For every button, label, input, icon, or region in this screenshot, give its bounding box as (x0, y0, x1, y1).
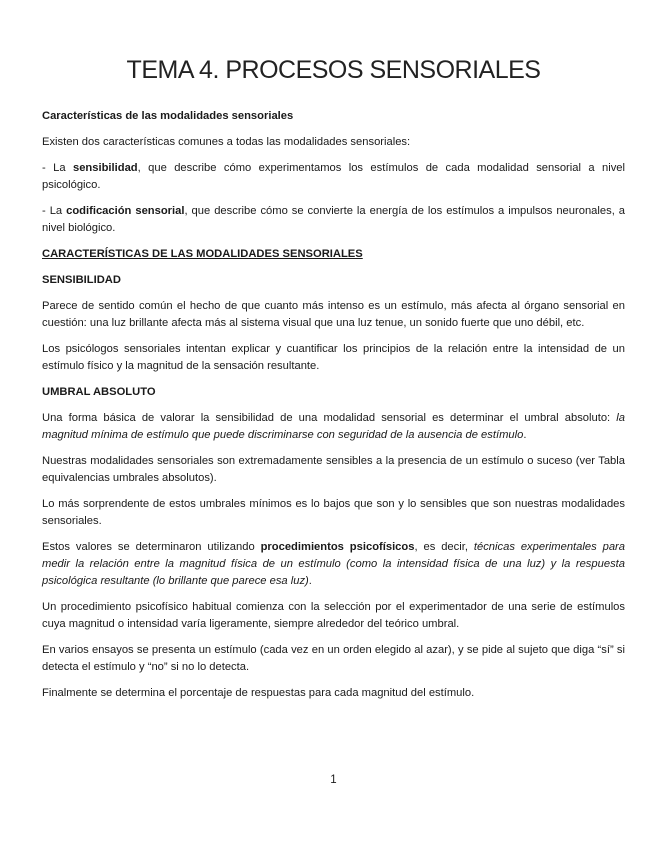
valores-definition: técnicas experimentales para medir la relación entre la magnitud física de un estímulo (como la intensidad física de una luz) y la respuesta psicológica resultante (lo brillante que parece esa luz) (42, 541, 625, 587)
sens-post: , que describe cómo experimentamos los estímulos de cada modalidad sensorial a nivel psicológico. (42, 162, 625, 191)
paragraph-psicologos: Los psicólogos sensoriales intentan explicar y cuantificar los principios de la relación entre la intensidad de un estímulo físico y la magnitud de la sensación resultante. (42, 343, 625, 372)
paragraph-procedimiento: Un procedimiento psicofísico habitual comienza con la selección por el experimentador de una serie de estímulos cuya magnitud o intensidad varía ligeramente, siempre alrededor del teórico umbral. (42, 601, 625, 630)
paragraph-forma-basica (42, 410, 625, 444)
valores-pre: Estos valores se determinaron utilizando (42, 541, 261, 553)
sens-pre: - La (42, 162, 73, 174)
sens-term: sensibilidad (72, 162, 138, 174)
heading-caracteristicas-text: Características de las modalidades sensoriales (42, 110, 294, 122)
paragraph-sentido-comun: Parece de sentido común el hecho de que cuanto más intenso es un estímulo, más afecta al órgano sensorial en cuestión: una luz brillante afecta más al sistema visual que una luz tenue, un sonido fuerte que uno débil, etc. (42, 300, 625, 329)
heading-upper-text: CARACTERÍSTICAS DE LAS MODALIDADES SENSORIALES (42, 248, 363, 260)
heading-upper (42, 246, 625, 263)
cod-post: , que describe cómo se convierte la energía de los estímulos a impulsos neuronales, a nivel biológico. (42, 205, 625, 234)
heading-umbral (42, 384, 625, 401)
paragraph-codificacion (42, 203, 625, 237)
page-title: TEMA 4. PROCESOS SENSORIALES (126, 56, 541, 84)
cod-term: codificación sensorial (66, 205, 185, 217)
valores-mid: , es decir, (414, 541, 474, 553)
paragraph-valores (42, 539, 625, 590)
valores-post: . (308, 575, 312, 587)
heading-caracteristicas (42, 108, 625, 125)
document-page (42, 0, 625, 786)
page-number: 1 (330, 774, 337, 786)
cod-pre: - La (42, 205, 67, 217)
paragraph-sensibilidad (42, 160, 625, 194)
forma-definition: la magnitud mínima de estímulo que puede discriminarse con seguridad de la ausencia de estímulo (42, 412, 625, 441)
paragraph-nuestras: Nuestras modalidades sensoriales son extremadamente sensibles a la presencia de un estímulo o suceso (ver Tabla equivalencias umbrales absolutos). (42, 455, 625, 484)
heading-umbral-text: UMBRAL ABSOLUTO (42, 386, 156, 398)
paragraph-finalmente: Finalmente se determina el porcentaje de respuestas para cada magnitud del estímulo. (42, 687, 475, 699)
heading-sensibilidad (42, 272, 625, 289)
paragraph-intro: Existen dos características comunes a todas las modalidades sensoriales: (42, 136, 411, 148)
paragraph-sorprendente: Lo más sorprendente de estos umbrales mínimos es lo bajos que son y lo sensibles que son nuestras modalidades sensoriales. (42, 498, 625, 527)
valores-term: procedimientos psicofísicos (260, 541, 415, 553)
paragraph-ensayos: En varios ensayos se presenta un estímulo (cada vez en un orden elegido al azar), y se pide al sujeto que diga “sí” si detecta el estímulo y “no” si no lo detecta. (42, 644, 625, 673)
document-body (42, 108, 625, 702)
forma-post: . (523, 429, 527, 441)
forma-pre: Una forma básica de valorar la sensibilidad de una modalidad sensorial es determinar el umbral absoluto: (42, 412, 617, 424)
heading-sensibilidad-text: SENSIBILIDAD (42, 274, 121, 286)
